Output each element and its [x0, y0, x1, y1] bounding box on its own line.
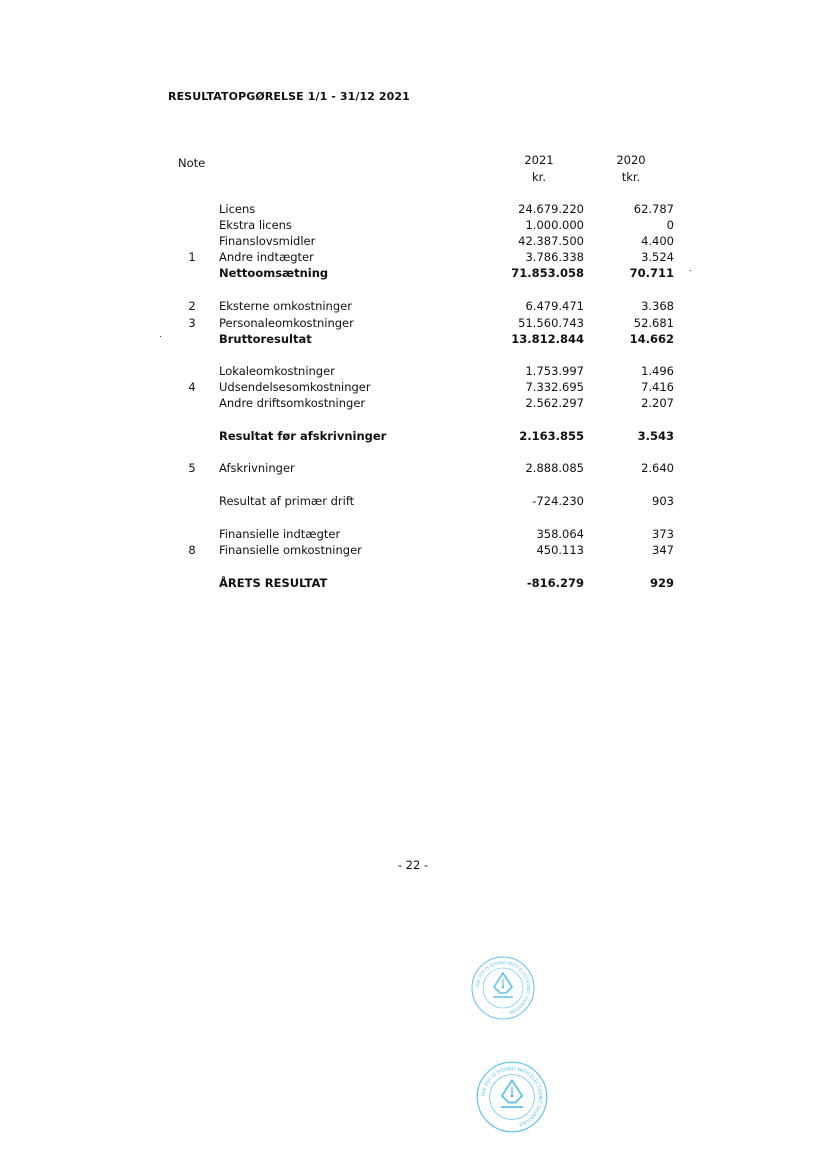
- value-2020: 3.543: [637, 429, 674, 443]
- row-label: Personaleomkostninger: [219, 316, 354, 330]
- page-number: - 22 -: [397, 858, 429, 872]
- value-2021: 42.387.500: [518, 234, 584, 248]
- value-2021: 2.888.085: [525, 461, 584, 475]
- table-row: [0, 461, 826, 477]
- row-label: Andre indtægter: [219, 250, 314, 264]
- value-2021: 2.163.855: [519, 429, 584, 443]
- value-2021: 450.113: [536, 543, 584, 557]
- value-2021: 6.479.471: [525, 299, 584, 313]
- pen-nib-seal-icon: [470, 955, 536, 1021]
- value-2020: 14.662: [629, 332, 674, 346]
- table-row: [0, 364, 826, 380]
- subtotal-row: [0, 266, 826, 282]
- value-2020: 2.207: [641, 396, 674, 410]
- table-row: [0, 396, 826, 412]
- row-label: Finansielle omkostninger: [219, 543, 362, 557]
- value-2020: 1.496: [641, 364, 674, 378]
- table-row: [0, 202, 826, 218]
- year-2020-header: 2020: [616, 153, 646, 167]
- note-ref: 8: [188, 543, 196, 557]
- row-label: Andre driftsomkostninger: [219, 396, 366, 410]
- row-label: Bruttoresultat: [219, 332, 312, 346]
- value-2021: 7.332.695: [525, 380, 584, 394]
- value-2020: 373: [652, 527, 674, 541]
- note-ref: 2: [188, 299, 196, 313]
- table-row: [0, 299, 826, 315]
- value-2020: 0: [666, 218, 674, 232]
- value-2021: 3.786.338: [525, 250, 584, 264]
- value-2021: 1.753.997: [525, 364, 584, 378]
- svg-text:THE PDF IS SIGNED WITH ELECTRO: THE PDF IS SIGNED WITH ELECTRONIC SIGNATURE: [482, 1067, 542, 1126]
- svg-text:THE PDF IS SIGNED WITH ELECTRO: THE PDF IS SIGNED WITH ELECTRONIC SIGNATURE: [474, 959, 532, 1016]
- table-row: [0, 527, 826, 543]
- total-row: [0, 576, 826, 592]
- scan-speck: [160, 336, 161, 337]
- signature-seal: [475, 1060, 549, 1138]
- row-label: ÅRETS RESULTAT: [219, 576, 328, 590]
- table-row: [0, 380, 826, 396]
- value-2021: 71.853.058: [511, 266, 584, 280]
- value-2020: 62.787: [633, 202, 674, 216]
- unit-2020-header: tkr.: [621, 170, 641, 184]
- row-label: Finanslovsmidler: [219, 234, 316, 248]
- note-column-header: Note: [178, 156, 206, 170]
- value-2020: 2.640: [641, 461, 674, 475]
- scan-speck: [690, 270, 691, 271]
- value-2020: 3.524: [641, 250, 674, 264]
- table-row: [0, 250, 826, 266]
- value-2020: 903: [652, 494, 674, 508]
- value-2020: 70.711: [629, 266, 674, 280]
- table-row: [0, 543, 826, 559]
- value-2020: 52.681: [633, 316, 674, 330]
- value-2021: -816.279: [526, 576, 584, 590]
- value-2021: -724.230: [532, 494, 584, 508]
- value-2021: 24.679.220: [518, 202, 584, 216]
- value-2021: 2.562.297: [525, 396, 584, 410]
- subtotal-row: [0, 429, 826, 445]
- row-label: Udsendelsesomkostninger: [219, 380, 371, 394]
- value-2020: 4.400: [641, 234, 674, 248]
- note-ref: 1: [188, 250, 196, 264]
- subtotal-row: [0, 332, 826, 348]
- table-row: [0, 234, 826, 250]
- note-ref: 4: [188, 380, 196, 394]
- unit-2021-header: kr.: [532, 170, 546, 184]
- note-ref: 5: [188, 461, 196, 475]
- pen-nib-seal-icon: [475, 1060, 549, 1134]
- table-row: [0, 494, 826, 510]
- row-label: Finansielle indtægter: [219, 527, 341, 541]
- row-label: Afskrivninger: [219, 461, 295, 475]
- value-2020: 347: [652, 543, 674, 557]
- row-label: Eksterne omkostninger: [219, 299, 352, 313]
- row-label: Nettoomsætning: [219, 266, 329, 280]
- value-2021: 13.812.844: [511, 332, 584, 346]
- value-2021: 51.560.743: [518, 316, 584, 330]
- page-title: RESULTATOPGØRELSE 1/1 - 31/12 2021: [168, 90, 410, 103]
- row-label: Licens: [219, 202, 256, 216]
- signature-seal: [470, 955, 536, 1025]
- value-2021: 358.064: [536, 527, 584, 541]
- row-label: Lokaleomkostninger: [219, 364, 335, 378]
- year-2021-header: 2021: [524, 153, 554, 167]
- table-row: [0, 218, 826, 234]
- row-label: Ekstra licens: [219, 218, 292, 232]
- value-2020: 929: [649, 576, 674, 590]
- note-ref: 3: [188, 316, 196, 330]
- value-2020: 3.368: [641, 299, 674, 313]
- value-2021: 1.000.000: [525, 218, 584, 232]
- value-2020: 7.416: [641, 380, 674, 394]
- row-label: Resultat før afskrivninger: [219, 429, 387, 443]
- row-label: Resultat af primær drift: [219, 494, 355, 508]
- table-row: [0, 316, 826, 332]
